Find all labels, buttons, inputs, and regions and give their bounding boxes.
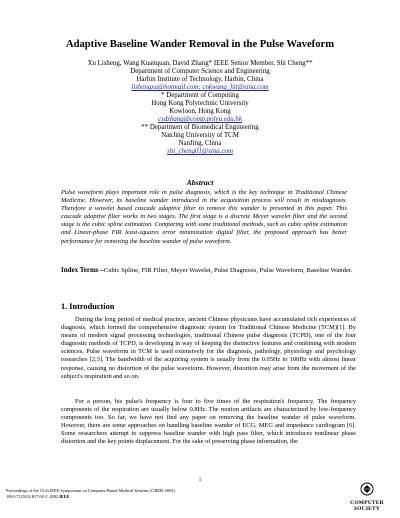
affiliation-1-inst: Harbin Institute of Technology, Harbin, China <box>136 76 264 83</box>
page-number: 1 <box>198 478 202 483</box>
abstract-heading: Abstract <box>186 178 214 187</box>
affiliation-3-inst: NanJing University of TCM <box>161 132 239 139</box>
author-names: Xu Lisheng, Wang Kuanquan, David Zhang* IEEE Senior Member, Shi Cheng** <box>87 60 313 67</box>
footer-ieee: IEEE <box>59 493 70 499</box>
abstract-text: Pulse waveform plays important role in pulse diagnosis, which is the key technique in Traditional Chinese Medicine. However, its baseline wander introduced in the acquisition process will result in misdiagnosis. Therefore a wavelet based cascade adaptive filter to remove this wander is presented in this paper. This cascade adaptive filter works in two stages. The first stage is a discrete Meyer wavelet filter and the second stage is the cubic spline estimation. Comparing with some traditional methods, such as cubic spline estimation and Linear-phase FIR least-squares error minimization digital filter, the proposed approach has better performance for removing the baseline wander of pulse waveform. <box>61 189 347 245</box>
index-terms <box>61 266 359 275</box>
index-terms-label: Index Terms – <box>61 266 104 274</box>
affiliation-2-location: Kowloon, Hong Kong <box>169 108 231 115</box>
logo-line-1: COMPUTER <box>350 500 384 506</box>
affiliation-2-dept: * Department of Computing <box>161 92 239 99</box>
footer-copyright: 1063-7125/02 $17.00 © 2002 <box>6 493 60 499</box>
affiliation-3-email[interactable]: shi_cheng01@sina.com <box>167 148 233 155</box>
footer-proceedings <box>6 488 226 500</box>
affiliation-2-email[interactable]: csdzhang@comp.polyu.edu.hk <box>158 116 242 123</box>
intro-paragraph-1: During the long period of medical practice, ancient Chinese physicians have accumulated rich experiences of diagnosis, which formed the comprehensive diagnostic system for Traditional Chinese Medicine (TCM)[1]. By means of modern signal processing technologies, traditional Chinese pulse diagnosis (TCPD), one of the four diagnostic methods of TCPD, is developing in way of keeping the distinctive features and combining with modern sciences. Pulse waveform in TCM is used extensively for the diagnosis, pathology, physiology and psychology researches [2,3]. The bandwidth of the acquiring system is usually from the 0.05Hz to 100Hz with almost linear response, causing no distortion of the pulse waveform. However, distortion may arise from the movement of the subject's respiration and so on. <box>61 316 356 380</box>
affiliation-1-dept: Department of Computer Science and Engineering <box>130 68 270 75</box>
index-terms-text: Cubic Spline, FIR Filter, Meyer Wavelet, Pulse Diagnosis, Pulse Waveform, Baseline Wander. <box>103 267 353 274</box>
affiliation-1-emails[interactable]: lishengxu@hotmail.com; cnkwang_hit@sina.com <box>131 84 269 91</box>
affiliation-3-dept: ** Department of Biomedical Engineering <box>141 124 259 131</box>
computer-society-logo <box>345 482 389 512</box>
section-heading-introduction: 1. Introduction <box>61 302 115 311</box>
footer-line-2 <box>6 494 226 500</box>
intro-paragraph-2: For a person, his pulse's frequency is four to five times of the respiration's frequency. The frequency components of the respiration are usually below 0.8Hz. The motion artifacts are characterized by low-frequency components too. So far, we have not find any paper on removing the baseline wander of pulse waveform. However, there are some approaches on handling baseline wander of ECG, MEG and impedance cardiogram [6]. Some researchers attempt to suppress baseline wander with high pass filter, which introduces nonlinear phase distortion and the key points displacement. For the sake of preserving phase information, the <box>61 398 356 446</box>
affiliation-3-location: NanJing, China <box>178 140 222 147</box>
footer-line-1: Proceedings of the 15 th IEEE Symposium on Computer-Based Medical Systems (CBMS 2002) <box>6 488 175 493</box>
logo-line-2: SOCIETY <box>353 505 381 512</box>
computer-society-emblem-icon <box>359 482 375 496</box>
paper-title: Adaptive Baseline Wander Removal in the Pulse Waveform <box>65 39 335 50</box>
affiliation-2-inst: Hong Kong Polytechnic University <box>151 100 249 107</box>
